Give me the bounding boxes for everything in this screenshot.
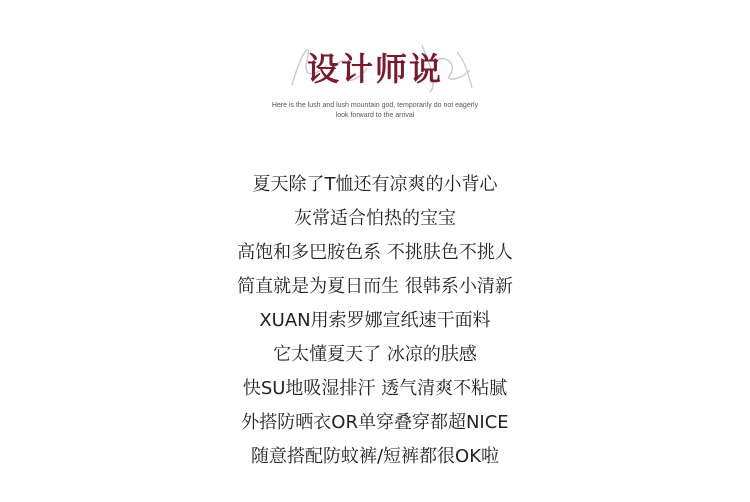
page-title: 设计师说 bbox=[306, 50, 443, 88]
description-line: 灰常适合怕热的宝宝 bbox=[294, 208, 456, 229]
description-line: 随意搭配防蚊裤/短裤都很OK啦 bbox=[250, 446, 500, 467]
description-line: 快SU地吸湿排汗 透气清爽不粘腻 bbox=[242, 378, 508, 399]
description-line: 夏天除了T恤还有凉爽的小背心 bbox=[252, 174, 498, 195]
subtitle-line: Here is the lush and lush mountain god, temporarily do not eagerly bbox=[271, 102, 479, 109]
subtitle bbox=[0, 101, 750, 121]
description-line: 外搭防晒衣OR单穿叠穿都超NICE bbox=[241, 412, 509, 433]
subtitle-line: look forward to the arrival bbox=[335, 112, 415, 119]
description-text bbox=[0, 168, 750, 474]
description-line: 它太懂夏天了 冰凉的肤感 bbox=[273, 344, 477, 365]
description-line: 高饱和多巴胺色系 不挑肤色不挑人 bbox=[237, 242, 513, 263]
description-line: 简直就是为夏日而生 很韩系小清新 bbox=[237, 276, 513, 297]
description-line: XUAN用索罗娜宣纸速干面料 bbox=[259, 310, 491, 331]
